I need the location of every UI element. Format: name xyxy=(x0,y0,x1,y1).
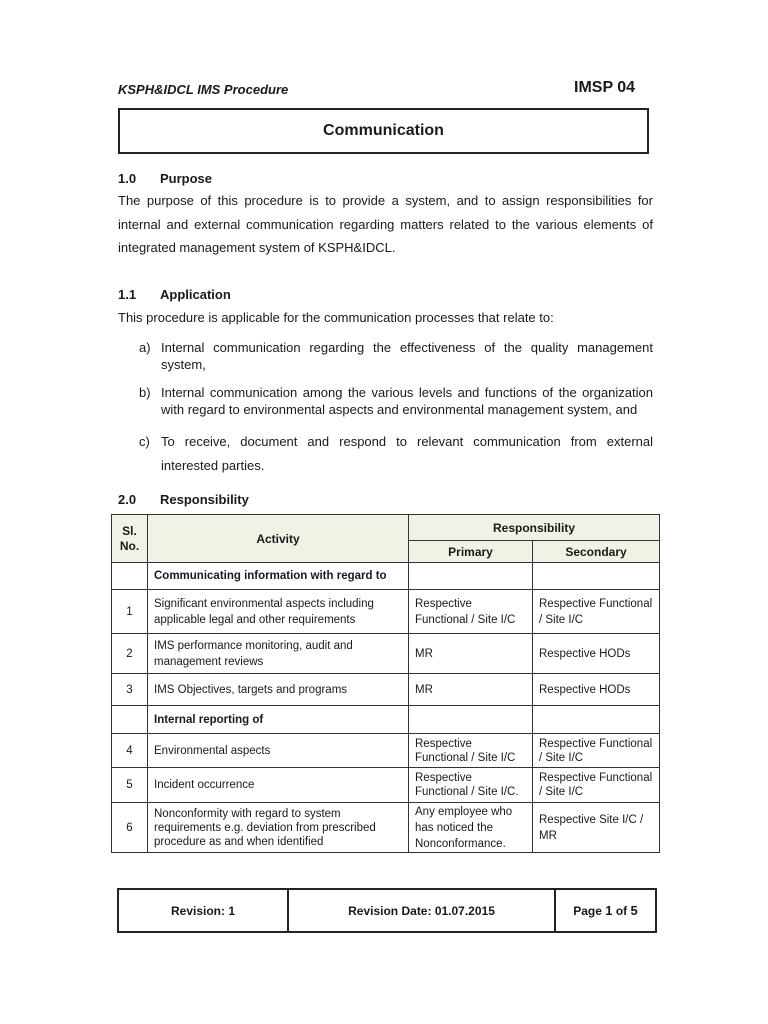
page-total: 5 xyxy=(630,903,638,918)
table-row xyxy=(112,634,660,674)
list-item xyxy=(139,430,653,476)
cell-primary: Any employee who has noticed the Nonconformance. xyxy=(409,803,533,853)
header-primary: Primary xyxy=(409,541,533,563)
table-group-row xyxy=(112,706,660,734)
list-item-label: a) xyxy=(139,340,151,355)
purpose-paragraph xyxy=(118,189,653,260)
cell-primary: MR xyxy=(409,634,533,674)
cell-no: 1 xyxy=(112,590,148,634)
table-row xyxy=(112,590,660,634)
page-number: 1 xyxy=(605,903,613,918)
responsibility-table xyxy=(111,514,660,853)
table-row xyxy=(112,734,660,768)
list-item-text: Internal communication regarding the effectiveness of the quality management system, xyxy=(161,340,653,372)
document-title-text: Communication xyxy=(323,122,444,139)
purpose-line: integrated management system of KSPH&IDCL. xyxy=(118,240,396,255)
cell-no: 3 xyxy=(112,674,148,706)
list-item-text: Internal communication among the various levels and functions of the organization with regard to environmental aspects and environmental management system, and xyxy=(161,385,653,417)
table-row xyxy=(112,768,660,803)
cell-primary: Respective Functional / Site I/C xyxy=(409,734,533,768)
cell-no: 5 xyxy=(112,768,148,803)
cell-secondary: Respective Functional / Site I/C xyxy=(533,590,660,634)
cell-no: 4 xyxy=(112,734,148,768)
procedure-code: IMSP 04 xyxy=(574,79,636,96)
application-number: 1.1 xyxy=(118,287,137,302)
cell-activity: Significant environmental aspects including applicable legal and other requirements xyxy=(148,590,409,634)
group-title: Communicating information with regard to xyxy=(148,563,409,590)
cell-activity: Environmental aspects xyxy=(148,734,409,768)
responsibility-heading: Responsibility xyxy=(160,492,249,507)
cell-no: 6 xyxy=(112,803,148,853)
header-sl-no: Sl. No. xyxy=(112,515,148,563)
purpose-line: internal and external communication regarding matters related to the various elements of xyxy=(118,216,653,232)
revision-footer xyxy=(117,888,657,933)
revision-date: Revision Date: 01.07.2015 xyxy=(289,890,556,931)
page-of: of xyxy=(612,903,631,918)
table-header-row xyxy=(112,515,660,541)
cell-secondary: Respective Functional / Site I/C xyxy=(533,734,660,768)
purpose-number: 1.0 xyxy=(118,171,137,186)
page-prefix: Page xyxy=(573,903,606,918)
cell-activity: IMS Objectives, targets and programs xyxy=(148,674,409,706)
list-item-label: b) xyxy=(139,385,151,400)
application-heading: Application xyxy=(160,287,231,302)
cell-no: 2 xyxy=(112,634,148,674)
cell-primary: MR xyxy=(409,674,533,706)
purpose-heading: Purpose xyxy=(160,171,213,186)
header-activity: Activity xyxy=(148,515,409,563)
cell-secondary: Respective HODs xyxy=(533,634,660,674)
revision-number: Revision: 1 xyxy=(119,890,289,931)
cell-secondary: Respective HODs xyxy=(533,674,660,706)
group-title: Internal reporting of xyxy=(148,706,409,734)
cell-activity: Nonconformity with regard to system requirements e.g. deviation from prescribed procedure as and when identified xyxy=(148,803,409,853)
table-row xyxy=(112,803,660,853)
table-row xyxy=(112,674,660,706)
table-group-row xyxy=(112,563,660,590)
list-item xyxy=(139,340,653,374)
cell-secondary: Respective Functional / Site I/C xyxy=(533,768,660,803)
list-item xyxy=(139,385,653,419)
cell-activity: IMS performance monitoring, audit and management reviews xyxy=(148,634,409,674)
cell-activity: Incident occurrence xyxy=(148,768,409,803)
document-title xyxy=(118,108,649,154)
header-responsibility: Responsibility xyxy=(409,515,660,541)
responsibility-number: 2.0 xyxy=(118,492,137,507)
list-item-text: To receive, document and respond to relevant communication from external interested parties. xyxy=(161,434,653,473)
purpose-line: The purpose of this procedure is to provide a system, and to assign responsibilities for xyxy=(118,193,653,208)
procedure-name: KSPH&IDCL IMS Procedure xyxy=(118,82,289,97)
cell-secondary: Respective Site I/C / MR xyxy=(533,803,660,853)
cell-primary: Respective Functional / Site I/C xyxy=(409,590,533,634)
cell-primary: Respective Functional / Site I/C. xyxy=(409,768,533,803)
list-item-label: c) xyxy=(139,434,150,449)
application-intro: This procedure is applicable for the communication processes that relate to: xyxy=(118,310,554,325)
header-secondary: Secondary xyxy=(533,541,660,563)
page-indicator xyxy=(556,890,655,931)
